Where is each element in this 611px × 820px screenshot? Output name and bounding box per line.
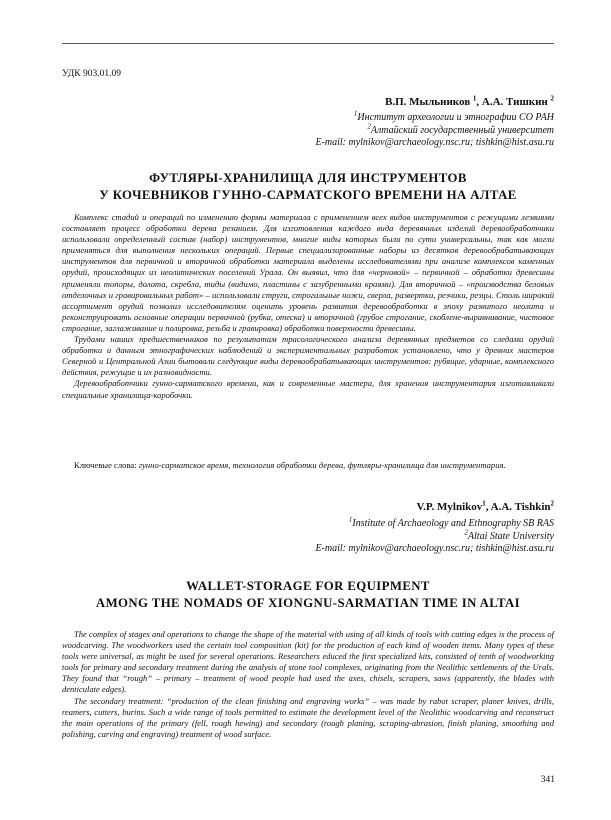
ru-author-sep: , — [476, 96, 482, 108]
en-abstract-paragraph-2: The secondary treatment: “production of the clean finishing and engraving works” – was made by rabot scraper, planer knives, drills, reamers, cutters, burins. Such a wide range of tools permitted to estimate the development level of the Neolithic woodcarving and reconstruct the main operations of the primary (fell, rough hewing) and secondary (rough planing, scraping-abrasion, finish planing, smoothing and polishing, carving and engraving) treatment of wood surface. — [62, 695, 554, 739]
ru-title-line-2: У КОЧЕВНИКОВ ГУННО-САРМАТСКОГО ВРЕМЕНИ НА АЛТАЕ — [99, 188, 517, 202]
ru-author-2: А.А. Тишкин — [481, 96, 548, 108]
en-affiliation-1 — [62, 515, 554, 531]
ru-aff-1-text: Институт археологии и этнографии СО РАН — [357, 112, 554, 123]
page-number: 341 — [540, 775, 555, 785]
en-aff-1-sup: 1 — [348, 515, 353, 524]
ru-keywords-label: Ключевые слова: — [74, 460, 137, 470]
ru-affiliation-2 — [62, 122, 554, 138]
en-authors — [62, 500, 554, 514]
en-email: E-mail: mylnikov@archaeology.nsc.ru; tishkin@hist.asu.ru — [315, 543, 554, 554]
ru-abstract-paragraph-2: Трудами наших предшественников по результатам трасологического анализа деревянных предметов со следами орудий обработки и данным этнографических наблюдений и экспериментальных разработок установлено, что у древних мастеров Северной и Центральной Азии бытовали следующие виды деревообрабатывающих инструментов: рубящие, ударные, комплексного действия, режущие и их разновидности. — [62, 334, 554, 378]
en-abstract — [62, 629, 554, 740]
en-affiliation-2 — [62, 528, 554, 544]
ru-aff-2-sup: 2 — [367, 122, 371, 131]
en-aff-1-text: Institute of Archaeology and Ethnography SB RAS — [352, 518, 554, 529]
en-title-line-1: WALLET-STORAGE FOR EQUIPMENT — [186, 579, 430, 593]
header-rule — [62, 43, 554, 44]
ru-authors — [62, 95, 554, 109]
ru-affiliations — [62, 109, 554, 150]
ru-email: E-mail: mylnikov@archaeology.nsc.ru; tishkin@hist.asu.ru — [315, 137, 554, 148]
udc-code: УДК 903.01.09 — [62, 69, 121, 79]
ru-author-1-sup: 1 — [472, 94, 477, 103]
ru-author-1: В.П. Мыльников — [385, 96, 471, 108]
ru-aff-1-sup: 1 — [353, 109, 358, 118]
ru-title — [62, 170, 554, 204]
ru-title-line-1: ФУТЛЯРЫ-ХРАНИЛИЩА ДЛЯ ИНСТРУМЕНТОВ — [149, 171, 467, 185]
ru-aff-2-text: Алтайский государственный университет — [370, 124, 554, 136]
en-author-1: V.P. Mylnikov — [416, 501, 483, 513]
en-affiliations — [62, 515, 554, 556]
en-author-1-sup: 1 — [482, 499, 486, 508]
ru-keywords-text: гунно-сарматское время, технология обработки дерева, футляры-хранилища для инструментария. — [138, 460, 506, 470]
ru-keywords — [62, 460, 554, 471]
en-aff-2-text: Altai State University — [467, 530, 554, 542]
ru-abstract — [62, 212, 554, 401]
en-author-2-sup: 2 — [550, 499, 554, 508]
en-title-line-2: AMONG THE NOMADS OF XIONGNU-SARMATIAN TIME IN ALTAI — [95, 596, 521, 610]
ru-abstract-paragraph-3: Деревообработчики гунно-сарматского времени, как и современные мастера, для хранения инструментария изготавливали специальные хранилища-коробочки. — [62, 378, 554, 400]
en-aff-2-sup: 2 — [464, 528, 468, 537]
ru-author-2-sup: 2 — [550, 94, 554, 103]
ru-abstract-paragraph-1: Комплекс стадий и операций по изменению формы материала с применением всех видов инструментов с режущими лезвиями составляет процесс обработки дерева резанием. Для изготовления каждого вида деревянных изделий деревообработчики использовали определенный состав (набор) инструментов, многие виды которых были по сути универсальны, так как могли применяться для выполнения нескольких операций. Первые специализированные наборы из десятков деревообрабатывающих инструментов для первичной и вторичной обработки материала выделены исследователями при анализе комплексов каменных орудий, происходящих из неолитических поселений Урала. Он выявил, что для «черновой» – первичной – обработки древесины применяли топоры, долота, скребла, тиды (видимо, пластины с зазубренными краями). Для вторичной – «производства беловых отделочных и гравировальных работ» – использовали струги, строгальные ножи, сверла, развертки, резчики, резцы. Столь широкий ассортимент орудий позволил исследователям оценить уровень развития деревообработки в эпоху развитого неолита и реконструировать основные операции первичной (рубка, отеска) и вторичной (грубое строгание, скоблене-выравнивание, чистовое строгание, заглаживание и полировка, резьба и гравировка) обработки поверхности древесины. — [62, 212, 554, 333]
en-author-2: A.A. Tishkin — [490, 501, 551, 513]
en-title — [62, 578, 554, 612]
en-abstract-paragraph-1: The complex of stages and operations to change the shape of the material with using of all kinds of tools with cutting edges is the process of woodcarving. The woodworkers used the certain tool composition (kit) for the production of each kind of wooden items. Many types of these tools were universal, as might be used for several operations. Researchers educed the first specialized kits, consisted of tenth of woodworking tools for primary and secondary treatment during the analysis of stone tool complexes, originating from the Neolithic settlements of the Urals. They found that “rough” – primary – treatment of wood people had used the axes, chisels, scrapers, saws (apparently, the blades with denticulate edges). — [62, 629, 554, 695]
en-author-sep: , — [485, 501, 491, 513]
ru-affiliation-1 — [62, 109, 554, 125]
